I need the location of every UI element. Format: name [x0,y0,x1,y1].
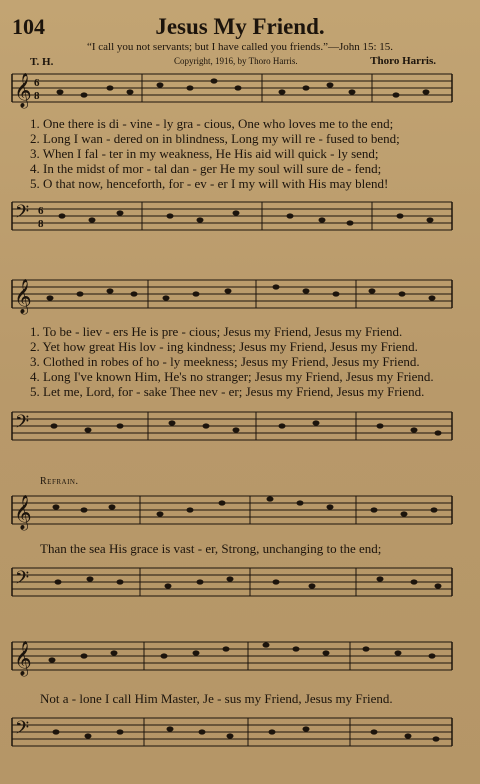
copyright-notice: Copyright, 1916, by Thoro Harris. [174,56,298,66]
svg-text:𝄞: 𝄞 [14,280,32,313]
epigraph: “I call you not servants; but I have called you friends.”—John 15: 15. [86,41,394,53]
verse-lines-1 [30,116,400,191]
bass-staff-1 [0,194,480,242]
refrain-lyric-line-1: Than the sea His grace is vast - er, Strong, unchanging to the end; [40,541,382,556]
verse-line: 2. Long I wan - dered on in blindness, Long my will re - fused to bend; [30,131,400,146]
refrain-label: Refrain. [40,476,79,487]
verse-line: 1. One there is di - vine - ly gra - cious, One who loves me to the end; [30,116,394,131]
svg-text:8: 8 [34,90,40,102]
verse-line: 5. O that now, henceforth, for - ev - er I my will with His may blend! [30,176,389,191]
treble-staff-refrain-1 [0,488,480,536]
lyricist-initials: T. H. [30,56,54,68]
svg-text:𝄢: 𝄢 [15,717,30,742]
verse-line: 5. Let me, Lord, for - sake Thee nev - er; Jesus my Friend, Jesus my Friend. [30,384,425,399]
svg-text:𝄞: 𝄞 [14,74,32,107]
bass-staff-refrain-2 [0,710,480,758]
svg-text:𝄢: 𝄢 [15,201,30,226]
treble-staff-1 [0,66,480,114]
svg-text:8: 8 [38,218,44,230]
svg-text:𝄞: 𝄞 [14,496,32,529]
verse-line: 3. Clothed in robes of ho - ly meekness; Jesus my Friend, Jesus my Friend. [30,354,420,369]
bass-staff-refrain-1 [0,560,480,608]
svg-text:6: 6 [38,205,44,217]
bass-staff-2 [0,404,480,452]
treble-staff-refrain-2 [0,634,480,682]
verse-line: 3. When I fal - ter in my weakness, He His aid will quick - ly send; [30,146,379,161]
svg-text:6: 6 [34,77,40,89]
svg-text:𝄢: 𝄢 [15,411,30,436]
verse-line: 4. Long I've known Him, He's no stranger; Jesus my Friend, Jesus my Friend. [30,369,434,384]
hymn-title: Jesus My Friend. [155,14,325,39]
treble-staff-2 [0,272,480,320]
composer-name: Thoro Harris. [370,55,436,67]
verse-line: 1. To be - liev - ers He is pre - cious; Jesus my Friend, Jesus my Friend. [30,324,403,339]
verse-line: 4. In the midst of mor - tal dan - ger He my soul will sure de - fend; [30,161,382,176]
verse-line: 2. Yet how great His lov - ing kindness; Jesus my Friend, Jesus my Friend. [30,339,418,354]
refrain-lyric-line-2: Not a - lone I call Him Master, Je - sus my Friend, Jesus my Friend. [40,691,393,706]
svg-text:𝄞: 𝄞 [14,642,32,675]
hymn-number: 104 [12,14,45,39]
verse-lines-2 [30,324,434,399]
svg-text:𝄢: 𝄢 [15,567,30,592]
